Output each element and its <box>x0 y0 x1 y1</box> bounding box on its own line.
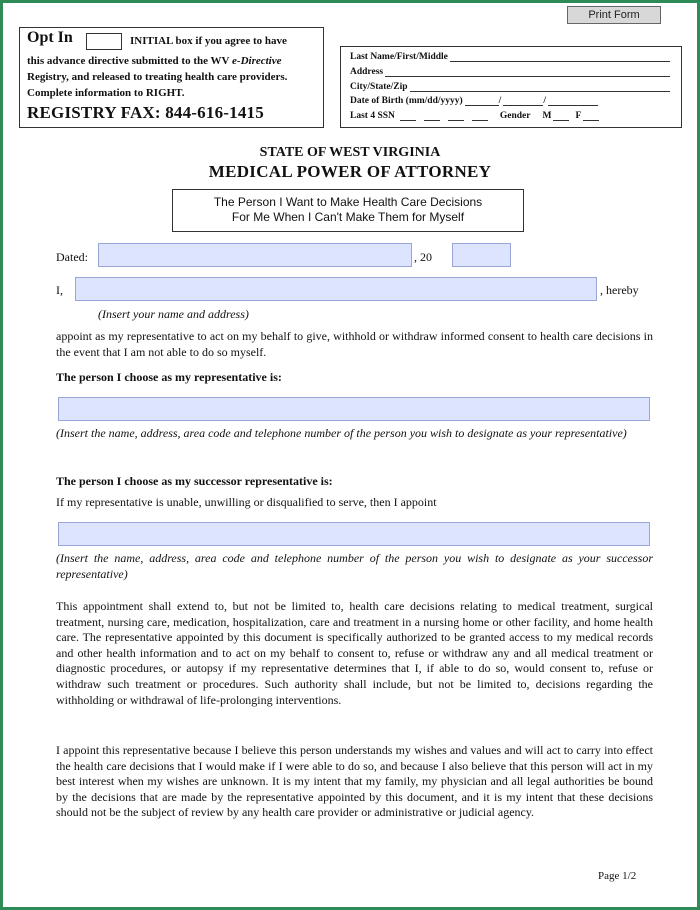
principal-name-input[interactable] <box>75 277 597 301</box>
intent-paragraph: I appoint this representative because I believe this person understands my wishes and values and will act to carry into effect the health care decisions that I would make if I were able to do so, and because I also believe that this person will act in my best interest when my wishes are unknown. It is my intent that my family, my physician and all legal authorities be bound by the decisions that are made by the representative appointed by this document, and it is my intent that these decisions should not be the subject of review by any health care provider or administrative or judicial agency. <box>56 743 653 820</box>
subtitle-line1: The Person I Want to Make Health Care Decisions <box>213 195 483 209</box>
subtitle-line2: For Me When I Can't Make Them for Myself <box>231 210 465 224</box>
dob-row <box>350 96 630 106</box>
gender-m-line[interactable] <box>553 111 569 121</box>
name-label: Last Name/First/Middle <box>350 52 448 62</box>
city-label: City/State/Zip <box>350 82 408 92</box>
city-line[interactable] <box>410 82 670 92</box>
dated-label: Dated: <box>56 250 88 264</box>
opt-in-line2-text: this advance directive submitted to the WV <box>27 55 233 67</box>
dob-label: Date of Birth (mm/dd/yyyy) <box>350 96 463 106</box>
gender-m-label: M <box>542 111 552 121</box>
gender-label: Gender <box>499 111 531 121</box>
year-prefix: , 20 <box>414 250 432 264</box>
representative-hint: (Insert the name, address, area code and telephone number of the person you wish to designate as your representative) <box>56 426 627 440</box>
name-row <box>350 52 670 62</box>
successor-input[interactable] <box>58 522 650 546</box>
successor-text: If my representative is unable, unwilling or disqualified to serve, then I appoint <box>56 495 437 509</box>
authority-paragraph: This appointment shall extend to, but not be limited to, health care decisions relating to medical treatment, surgical treatment, nursing care, medication, hospitalization, care and treatment in a nursing home or other facility, and home health care. The representative appointed by this document is specifically authorized to be granted access to my medical records and other health information and to act on my behalf to consent to, refuse or withdraw any and all medical treatment or diagnostic procedures, or autopsy if my representative determines that I, if able to do so, would consent to, refuse or withdraw such treatment or procedures. Such authority shall include, but not be limited to, decisions regarding the withholding or withdrawal of life-prolonging interventions. <box>56 599 653 707</box>
dob-sep2: / <box>543 96 546 106</box>
opt-in-line2 <box>27 55 282 67</box>
state-heading: STATE OF WEST VIRGINIA <box>259 145 441 160</box>
successor-hint: (Insert the name, address, area code and telephone number of the person you wish to designate as your successor representative) <box>56 551 653 581</box>
representative-heading: The person I choose as my representative is: <box>56 370 282 384</box>
ssn-label: Last 4 SSN <box>350 111 395 121</box>
address-label: Address <box>350 67 384 77</box>
document-title: MEDICAL POWER OF ATTORNEY <box>208 162 492 181</box>
opt-in-line3: Registry, and released to treating health care providers. <box>27 71 288 83</box>
dob-day-line[interactable] <box>503 96 543 106</box>
dob-year-line[interactable] <box>548 96 598 106</box>
insert-name-hint: (Insert your name and address) <box>98 307 249 321</box>
dob-month-line[interactable] <box>465 96 499 106</box>
opt-in-title: Opt In <box>27 29 73 46</box>
i-label: I, <box>56 283 63 297</box>
name-line[interactable] <box>450 52 670 62</box>
dob-sep1: / <box>498 96 502 106</box>
ssn-digit-3[interactable] <box>448 111 464 121</box>
date-input[interactable] <box>98 243 412 267</box>
address-row <box>350 67 670 77</box>
print-form-button[interactable]: Print Form <box>567 6 661 24</box>
hereby-label: , hereby <box>600 283 639 297</box>
address-line[interactable] <box>385 67 670 77</box>
opt-in-line4: Complete information to RIGHT. <box>27 87 185 99</box>
gender-f-line[interactable] <box>583 111 599 121</box>
year-input[interactable] <box>452 243 511 267</box>
ssn-digit-2[interactable] <box>424 111 440 121</box>
subtitle-box <box>172 189 524 232</box>
representative-input[interactable] <box>58 397 650 421</box>
registry-fax: REGISTRY FAX: 844-616-1415 <box>27 103 264 122</box>
appoint-text: appoint as my representative to act on my behalf to give, withhold or withdraw informed consent to health care decisions in the event that I am not able to do so myself. <box>56 329 653 359</box>
city-row <box>350 82 670 92</box>
page-number: Page 1/2 <box>598 870 637 882</box>
ssn-row <box>350 111 630 121</box>
ssn-digit-4[interactable] <box>472 111 488 121</box>
successor-heading: The person I choose as my successor representative is: <box>56 474 333 488</box>
ssn-digit-1[interactable] <box>400 111 416 121</box>
opt-in-initial-box[interactable] <box>86 33 122 50</box>
opt-in-line1: INITIAL box if you agree to have <box>130 35 287 47</box>
gender-f-label: F <box>575 111 582 121</box>
e-directive-label: e-Directive <box>232 55 282 67</box>
